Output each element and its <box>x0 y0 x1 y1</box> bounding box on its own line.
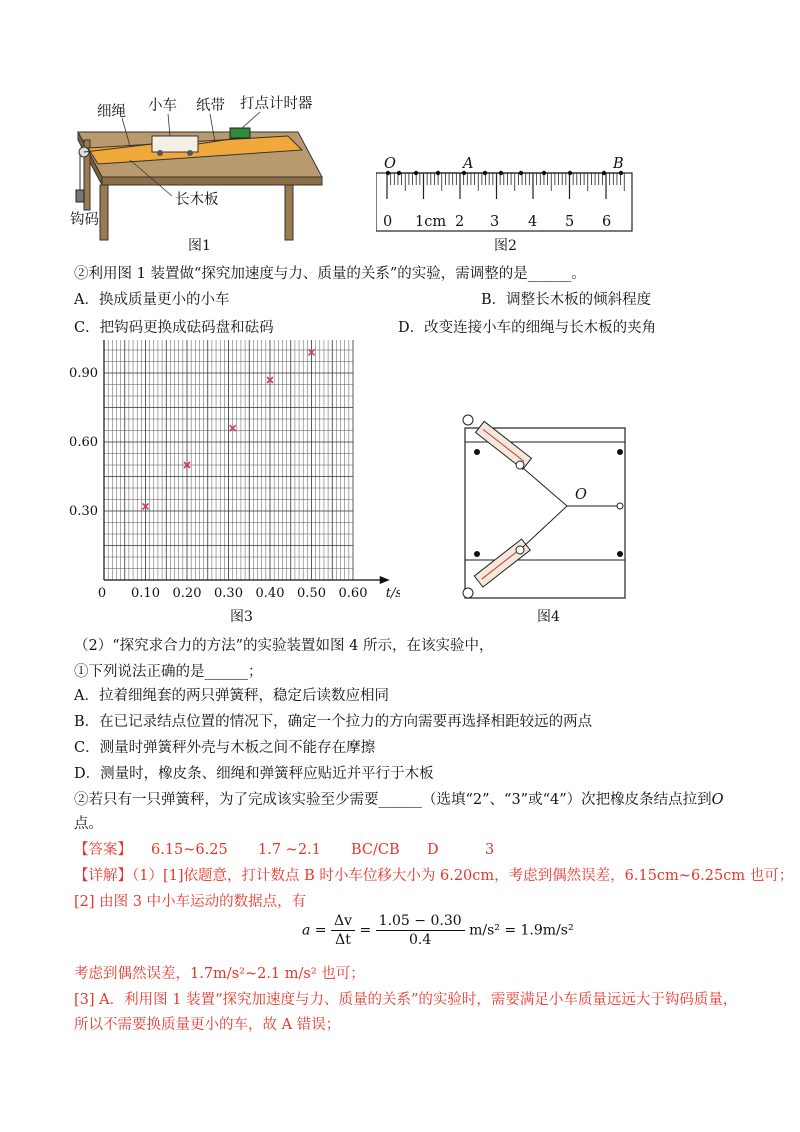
ruler-tick-3: 3 <box>490 214 500 230</box>
acceleration-equation <box>302 912 574 949</box>
answer-4: D <box>427 842 439 858</box>
fig3-caption: 图3 <box>230 609 253 625</box>
fig1-label-rope: 细绳 <box>97 104 126 120</box>
equation-num-2: 1.05 − 0.30 <box>376 912 465 931</box>
x-tick-label: 0.10 <box>131 586 160 601</box>
x-tick-label: 0 <box>97 586 107 601</box>
answer-2: 1.7 ~2.1 <box>258 842 321 858</box>
part2-intro: （2）“探究求合力的方法”的实验装置如图 4 所示，在该实验中， <box>74 638 494 654</box>
part2-question-2 <box>74 790 724 810</box>
ruler-tick-2: 2 <box>455 214 465 230</box>
x-tick-label: 0.40 <box>255 586 285 601</box>
equation-num-1: Δv <box>331 912 355 931</box>
y-tick-label: 0.30 <box>69 504 98 519</box>
part2-option-B: B．在已记录结点位置的情况下，确定一个拉力的方向需要再选择相距较远的两点 <box>74 714 593 730</box>
figure-4 <box>455 410 635 610</box>
ruler-tick-6: 6 <box>602 214 612 230</box>
detail-label: 【详解】 <box>74 868 132 884</box>
ruler-tick-5: 5 <box>565 214 575 230</box>
detail-line-5: 所以不需要换质量更小的车，故 A 错误； <box>74 1017 341 1033</box>
x-axis-arrow <box>380 576 390 584</box>
part2-question-2-text: ②若只有一只弹簧秤，为了完成该实验至少需要______（选填“2”、“3”或“4”）次把橡皮条结点拉到 <box>74 792 712 808</box>
equation-lhs: a = <box>302 922 327 939</box>
ruler-tick-4: 4 <box>528 214 538 230</box>
answer-3: BC/CB <box>351 842 400 858</box>
part2-option-C: C．测量时弹簧秤外壳与木板之间不能存在摩擦 <box>74 740 376 756</box>
ruler-point-A: A <box>463 156 474 172</box>
equation-fraction-1 <box>331 912 355 949</box>
detail-line-1 <box>74 866 793 886</box>
fig1-caption: 图1 <box>188 238 211 254</box>
question-2-option-B: B．调整长木板的倾斜程度 <box>481 292 652 308</box>
answer-5: 3 <box>485 842 495 858</box>
part2-question-2-end: 点。 <box>74 816 103 832</box>
detail-line-4: [3] A．利用图 1 装置“探究加速度与力、质量的关系”的实验时，需要满足小车质量远远大于钩码质量， <box>74 992 738 1008</box>
part2-question-2-O: O <box>711 792 724 808</box>
x-tick-label: 0.30 <box>214 586 243 601</box>
force-board-diagram <box>455 410 635 610</box>
fig4-label-O: O <box>575 487 587 503</box>
part2-question-1: ①下列说法正确的是______； <box>74 664 263 680</box>
question-2-option-D: D．改变连接小车的细绳与长木板的夹角 <box>398 320 657 336</box>
x-axis-label: t/ <box>385 586 396 601</box>
y-tick-label: 0.60 <box>69 435 98 450</box>
x-tick-label: 0.60 <box>338 586 368 601</box>
question-2-option-C: C．把钩码更换成砝码盘和砝码 <box>74 320 274 336</box>
equation-den-1: Δt <box>335 932 351 948</box>
question-2-stem: ②利用图 1 装置做“探究加速度与力、质量的关系”的实验，需调整的是______。 <box>74 266 586 282</box>
part2-option-A: A．拉着细绳套的两只弹簧秤，稳定后读数应相同 <box>74 688 389 704</box>
ruler-point-B: B <box>613 156 624 172</box>
fig1-label-board: 长木板 <box>175 192 219 208</box>
x-tick-label: 0.20 <box>172 586 202 601</box>
part2-option-D: D．测量时，橡皮条、细绳和弹簧秤应贴近并平行于木板 <box>74 766 434 782</box>
answer-label: 【答案】 <box>74 842 132 858</box>
fig1-label-weight: 钩码 <box>70 212 99 228</box>
equation-fraction-2 <box>376 912 465 949</box>
detail-line-2: [2] 由图 3 中小车运动的数据点，有 <box>74 894 307 910</box>
question-2-option-A: A．换成质量更小的小车 <box>74 292 230 308</box>
fig2-caption: 图2 <box>494 238 517 254</box>
ruler-tick-1: 1cm <box>415 214 447 230</box>
ruler-point-O: O <box>384 156 396 172</box>
fig1-label-cart: 小车 <box>148 98 177 114</box>
answer-1: 6.15~6.25 <box>151 842 228 858</box>
x-tick-label: 0.50 <box>297 586 326 601</box>
fig1-label-tape: 纸带 <box>196 98 225 114</box>
y-tick-label: 0.90 <box>69 366 98 381</box>
detail-line-3: 考虑到偶然误差，1.7m/s²~2.1 m/s² 也可； <box>74 966 365 982</box>
figure-3 <box>60 340 400 610</box>
velocity-time-chart <box>60 340 400 610</box>
equation-equals: = <box>359 922 372 939</box>
fig4-caption: 图4 <box>537 609 560 625</box>
equation-rhs: m/s² = 1.9m/s² <box>469 922 574 939</box>
fig1-label-timer: 打点计时器 <box>240 96 313 112</box>
equation-den-2: 0.4 <box>409 932 432 948</box>
detail-line-1-text: （1）[1]依题意，打计数点 B 时小车位移大小为 6.20cm，考虑到偶然误差，6.15cm~6.25cm 也可； <box>132 868 794 884</box>
ruler-tick-0: 0 <box>383 214 393 230</box>
